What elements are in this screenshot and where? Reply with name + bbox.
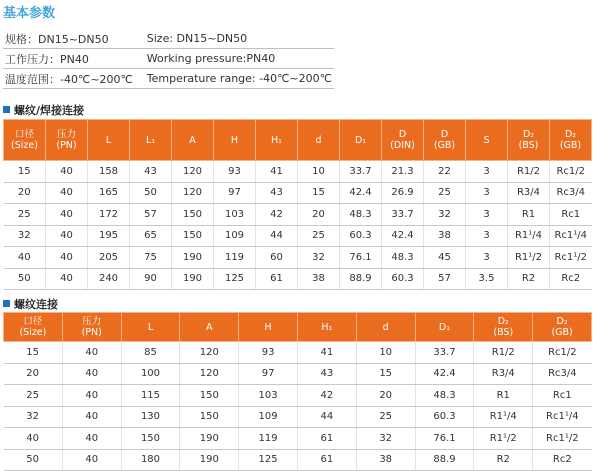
table-cell: 42: [297, 385, 356, 407]
table-cell: 90: [130, 268, 172, 290]
table-cell: 119: [239, 428, 298, 450]
table-cell: 190: [180, 428, 239, 450]
table-cell: Rc3/4: [533, 363, 592, 385]
column-header: [4, 120, 46, 161]
column-header: [46, 120, 88, 161]
table-cell: 33.7: [382, 204, 424, 226]
table-cell: 76.1: [415, 428, 474, 450]
table-cell: 88.9: [415, 449, 474, 471]
table-cell: 25: [4, 385, 63, 407]
table-cell: 240: [88, 268, 130, 290]
table-cell: 25: [4, 204, 46, 226]
page-title: 基本参数: [3, 6, 56, 21]
column-header: [256, 120, 298, 161]
column-header-text: D₂: [564, 129, 577, 140]
column-header: [474, 313, 533, 342]
param-en: Size: DN15~DN50: [145, 29, 334, 49]
table-cell: 10: [356, 342, 415, 364]
column-header-text: D₁: [438, 321, 451, 333]
table-cell: 76.1: [340, 247, 382, 269]
table-cell: R3/4: [474, 363, 533, 385]
table-cell: 42.4: [415, 363, 474, 385]
column-header: [214, 120, 256, 161]
table-cell: 150: [180, 406, 239, 428]
column-header-text: (GB): [551, 327, 573, 338]
table-cell: 120: [180, 342, 239, 364]
table-cell: 61: [297, 428, 356, 450]
column-header-text: A: [206, 321, 213, 333]
table-cell: 20: [4, 182, 46, 204]
table-cell: 103: [214, 204, 256, 226]
table-cell: R1¹/2: [508, 247, 550, 269]
column-header: [466, 120, 508, 161]
table-cell: Rc2: [533, 449, 592, 471]
table-cell: 97: [214, 182, 256, 204]
column-header-text: (BS): [493, 327, 514, 338]
table-cell: 150: [180, 385, 239, 407]
table-cell: R1¹/2: [474, 428, 533, 450]
table-cell: 40: [46, 225, 88, 247]
table-cell: 15: [4, 342, 63, 364]
table-cell: 20: [298, 204, 340, 226]
table-row: [4, 182, 592, 204]
column-header-text: (Size): [11, 140, 38, 151]
table-cell: R1¹/4: [474, 406, 533, 428]
table-cell: 50: [130, 182, 172, 204]
column-header: [180, 313, 239, 342]
column-header-text: d: [315, 134, 322, 146]
table-cell: 130: [121, 406, 180, 428]
table-cell: R3/4: [508, 182, 550, 204]
table-cell: 21.3: [382, 161, 424, 183]
param-zh: 温度范围：-40℃~200℃: [3, 69, 145, 89]
column-header: [297, 313, 356, 342]
section-heading-thread: [3, 296, 58, 312]
table-cell: 40: [62, 428, 121, 450]
column-header-text: D₂: [556, 316, 568, 327]
table-cell: R1/2: [508, 161, 550, 183]
table-row: [4, 449, 592, 471]
table-cell: 97: [239, 363, 298, 385]
table-cell: 158: [88, 161, 130, 183]
table-cell: 150: [121, 428, 180, 450]
table-cell: 43: [256, 182, 298, 204]
table-cell: 60.3: [415, 406, 474, 428]
table-cell: 61: [256, 268, 298, 290]
column-header: [62, 313, 121, 342]
table-cell: 40: [4, 428, 63, 450]
column-header-text: D₂: [522, 129, 535, 140]
table-cell: Rc1/2: [533, 342, 592, 364]
column-header-text: 压力: [56, 129, 76, 140]
column-header-text: (Size): [19, 327, 47, 338]
header-row: [4, 120, 592, 161]
table-cell: 20: [356, 385, 415, 407]
table-cell: 3: [466, 204, 508, 226]
table-cell: 50: [4, 268, 46, 290]
table-cell: Rc3/4: [550, 182, 592, 204]
table-row: [4, 363, 592, 385]
column-header: [356, 313, 415, 342]
table-cell: 50: [4, 449, 63, 471]
table-cell: R1¹/4: [508, 225, 550, 247]
table-cell: 65: [130, 225, 172, 247]
column-header: [424, 120, 466, 161]
column-header-text: L: [147, 321, 154, 333]
table-cell: 40: [46, 268, 88, 290]
table-cell: 3: [466, 182, 508, 204]
table-cell: 125: [214, 268, 256, 290]
table-cell: 15: [298, 182, 340, 204]
table-cell: 42.4: [382, 225, 424, 247]
column-header-text: D: [440, 129, 449, 140]
column-header: [121, 313, 180, 342]
table-cell: 100: [121, 363, 180, 385]
table-cell: 3.5: [466, 268, 508, 290]
table-cell: 40: [46, 161, 88, 183]
table-cell: R2: [474, 449, 533, 471]
table-row: [4, 428, 592, 450]
table-cell: 125: [239, 449, 298, 471]
column-header-text: D₂: [497, 316, 509, 327]
header-row: [4, 313, 592, 342]
table-cell: Rc1/2: [550, 161, 592, 183]
column-header-text: S: [483, 134, 490, 146]
column-header: [172, 120, 214, 161]
section-title: 螺纹连接: [14, 298, 58, 311]
table-cell: 115: [121, 385, 180, 407]
table-cell: 40: [4, 247, 46, 269]
table-cell: 26.9: [382, 182, 424, 204]
column-header: [4, 313, 63, 342]
table-row: [4, 225, 592, 247]
param-row: [3, 69, 334, 89]
table-cell: 38: [424, 225, 466, 247]
column-header-text: H: [230, 134, 239, 146]
param-row: [3, 49, 334, 69]
table-cell: 150: [172, 225, 214, 247]
table-cell: 40: [62, 363, 121, 385]
table-cell: 205: [88, 247, 130, 269]
table-cell: 61: [297, 449, 356, 471]
table-cell: Rc1¹/4: [533, 406, 592, 428]
column-header: [533, 313, 592, 342]
table-cell: 119: [214, 247, 256, 269]
table-cell: 180: [121, 449, 180, 471]
table-cell: 40: [46, 182, 88, 204]
table-cell: 15: [4, 161, 46, 183]
table-cell: R1: [474, 385, 533, 407]
column-header: [340, 120, 382, 161]
column-header-text: 压力: [82, 316, 102, 327]
table-cell: 33.7: [415, 342, 474, 364]
table-cell: 48.3: [340, 204, 382, 226]
table-row: [4, 161, 592, 183]
column-header-text: H₁: [271, 134, 282, 146]
column-header-text: D₁: [354, 134, 367, 146]
column-header-text: (BS): [518, 140, 539, 151]
section-marker-icon: [3, 106, 10, 113]
table-cell: 42.4: [340, 182, 382, 204]
table-cell: 32: [298, 247, 340, 269]
spec-table-thread-weld: [3, 119, 592, 290]
table-cell: 48.3: [415, 385, 474, 407]
table-row: [4, 268, 592, 290]
column-header-text: L₁: [145, 134, 156, 146]
table-cell: 22: [424, 161, 466, 183]
column-header-text: (PN): [81, 327, 102, 338]
table-cell: 75: [130, 247, 172, 269]
table-cell: 103: [239, 385, 298, 407]
table-cell: 40: [62, 406, 121, 428]
table-cell: 60.3: [382, 268, 424, 290]
column-header-text: A: [189, 134, 196, 146]
table-cell: 40: [62, 342, 121, 364]
table-cell: 190: [180, 449, 239, 471]
table-cell: 195: [88, 225, 130, 247]
column-header-text: L: [105, 134, 112, 146]
table-cell: R2: [508, 268, 550, 290]
section-marker-icon: [3, 300, 10, 307]
table-cell: 25: [424, 182, 466, 204]
table-cell: 38: [356, 449, 415, 471]
table-cell: 44: [256, 225, 298, 247]
column-header: [415, 313, 474, 342]
table-row: [4, 385, 592, 407]
param-zh: 规格：DN15~DN50: [3, 29, 145, 49]
table-cell: 33.7: [340, 161, 382, 183]
column-header-text: H₁: [321, 321, 333, 333]
column-header-text: d: [382, 321, 389, 333]
table-cell: 109: [239, 406, 298, 428]
table-cell: 120: [180, 363, 239, 385]
column-header-text: H: [264, 321, 272, 333]
table-cell: 40: [46, 247, 88, 269]
table-cell: 48.3: [382, 247, 424, 269]
column-header-text: D: [398, 129, 407, 140]
column-header-text: (DIN): [390, 140, 415, 151]
table-cell: 3: [466, 161, 508, 183]
column-header-text: 口径: [23, 316, 43, 327]
column-header: [88, 120, 130, 161]
column-header: [298, 120, 340, 161]
table-cell: 3: [466, 247, 508, 269]
table-cell: Rc1¹/2: [550, 247, 592, 269]
table-cell: 25: [298, 225, 340, 247]
table-cell: Rc1: [550, 204, 592, 226]
table-cell: 32: [4, 225, 46, 247]
table-cell: 45: [424, 247, 466, 269]
table-cell: 10: [298, 161, 340, 183]
table-cell: 40: [62, 449, 121, 471]
table-row: [4, 204, 592, 226]
table-cell: 20: [4, 363, 63, 385]
table-cell: 43: [297, 363, 356, 385]
table-cell: 172: [88, 204, 130, 226]
table-cell: 190: [172, 268, 214, 290]
table-cell: 109: [214, 225, 256, 247]
table-cell: 40: [62, 385, 121, 407]
table-cell: 93: [239, 342, 298, 364]
table-cell: 25: [356, 406, 415, 428]
column-header-text: 口径: [14, 129, 34, 140]
section-title: 螺纹/焊接连接: [14, 104, 85, 117]
column-header: [508, 120, 550, 161]
column-header: [550, 120, 592, 161]
table-cell: 165: [88, 182, 130, 204]
table-cell: 60: [256, 247, 298, 269]
table-row: [4, 406, 592, 428]
table-cell: 3: [466, 225, 508, 247]
table-row: [4, 342, 592, 364]
table-cell: Rc1¹/2: [533, 428, 592, 450]
column-header: [239, 313, 298, 342]
table-cell: 44: [297, 406, 356, 428]
table-cell: 41: [297, 342, 356, 364]
table-cell: 120: [172, 182, 214, 204]
table-cell: 85: [121, 342, 180, 364]
table-cell: R1/2: [474, 342, 533, 364]
basic-params-table: [3, 29, 334, 89]
section-heading-thread-weld: [3, 102, 84, 118]
table-cell: 32: [424, 204, 466, 226]
column-header-text: (GB): [559, 140, 582, 151]
param-row: [3, 29, 334, 49]
table-cell: 150: [172, 204, 214, 226]
table-cell: 40: [46, 204, 88, 226]
table-cell: 32: [4, 406, 63, 428]
param-zh: 工作压力：PN40: [3, 49, 145, 69]
table-cell: 41: [256, 161, 298, 183]
param-en: Temperature range: -40℃~200℃: [145, 69, 334, 89]
table-cell: 93: [214, 161, 256, 183]
spec-table-thread: [3, 312, 592, 471]
table-cell: 120: [172, 161, 214, 183]
table-cell: Rc1¹/4: [550, 225, 592, 247]
table-cell: 88.9: [340, 268, 382, 290]
table-cell: 32: [356, 428, 415, 450]
column-header: [382, 120, 424, 161]
table-cell: 42: [256, 204, 298, 226]
param-en: Working pressure:PN40: [145, 49, 334, 69]
table-row: [4, 247, 592, 269]
table-cell: 57: [424, 268, 466, 290]
table-cell: 43: [130, 161, 172, 183]
column-header-text: (GB): [433, 140, 456, 151]
column-header: [130, 120, 172, 161]
column-header-text: (PN): [56, 140, 77, 151]
table-cell: Rc2: [550, 268, 592, 290]
table-cell: R1: [508, 204, 550, 226]
table-cell: 15: [356, 363, 415, 385]
table-cell: 57: [130, 204, 172, 226]
table-cell: 60.3: [340, 225, 382, 247]
table-cell: Rc1: [533, 385, 592, 407]
table-cell: 38: [298, 268, 340, 290]
table-cell: 190: [172, 247, 214, 269]
